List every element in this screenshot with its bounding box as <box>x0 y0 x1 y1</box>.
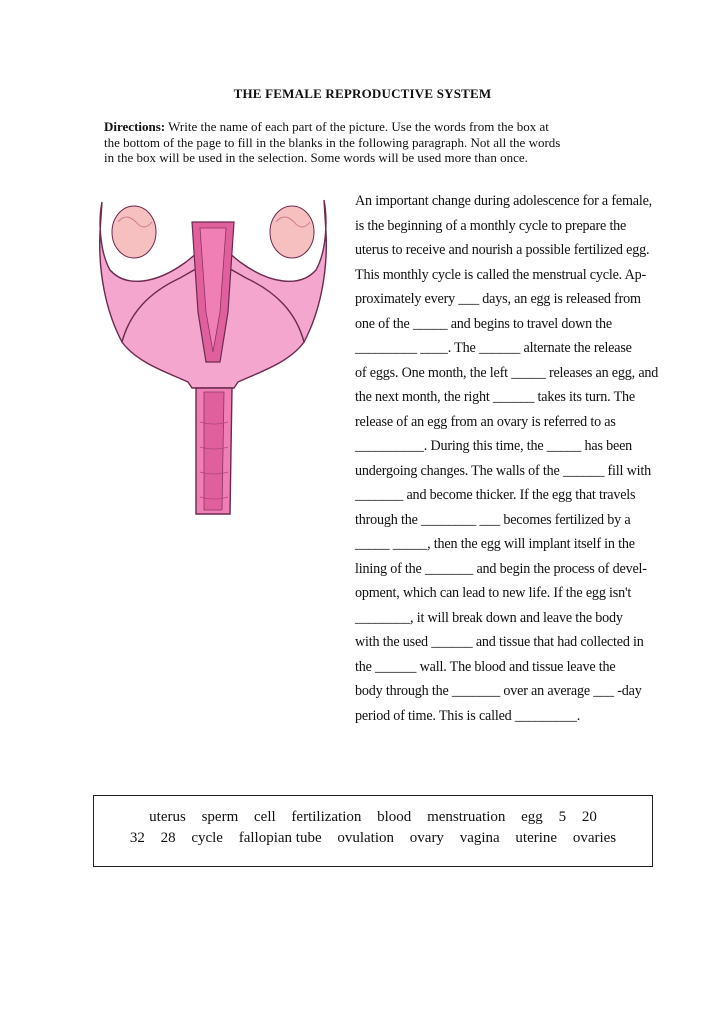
passage-line: proximately every ___ days, an egg is released from <box>355 290 641 307</box>
passage-line: the next month, the right ______ takes its turn. The <box>355 388 635 405</box>
word: ovaries <box>572 830 617 846</box>
passage-line: opment, which can lead to new life. If the egg isn't <box>355 584 632 601</box>
directions-label: Directions: <box>104 119 166 134</box>
passage-line: is the beginning of a monthly cycle to prepare the <box>355 216 627 234</box>
word: sperm <box>201 809 239 825</box>
word: 28 <box>160 830 176 846</box>
directions <box>104 119 624 166</box>
word: 5 <box>558 809 567 825</box>
passage-line: with the used ______ and tissue that had collected in <box>355 633 644 650</box>
passage-line: through the ________ ___ becomes fertilized by a <box>355 510 631 528</box>
passage-line: release of an egg from an ovary is referred to as <box>355 412 616 430</box>
passage-line: An important change during adolescence for a female, <box>355 192 653 209</box>
passage <box>355 189 686 728</box>
passage-line: ________, it will break down and leave the body <box>355 608 623 626</box>
word: uterine <box>515 830 558 846</box>
passage-line: _________ ____. The ______ alternate the release <box>355 339 632 356</box>
passage-line: This monthly cycle is called the menstrual cycle. Ap- <box>355 265 646 283</box>
word: vagina <box>459 830 500 846</box>
page-title: THE FEMALE REPRODUCTIVE SYSTEM <box>233 86 492 101</box>
passage-line: _____ _____, then the egg will implant itself in the <box>355 535 635 552</box>
passage-line: the ______ wall. The blood and tissue leave the <box>355 657 616 675</box>
word-bank <box>93 795 653 867</box>
passage-line: one of the _____ and begins to travel down the <box>355 314 613 332</box>
passage-line: period of time. This is called _________. <box>355 706 581 724</box>
passage-line: body through the _______ over an average ___ -day <box>355 682 642 699</box>
word: fertilization <box>291 809 362 825</box>
passage-line: lining of the _______ and begin the process of devel- <box>355 559 647 577</box>
uterus-illustration <box>96 192 330 520</box>
word: uterus <box>149 809 186 825</box>
word: blood <box>377 809 412 825</box>
word: ovulation <box>337 830 395 846</box>
word: 20 <box>581 809 597 825</box>
word: menstruation <box>427 809 506 825</box>
directions-line-1: Write the name of each part of the picture. Use the words from the box at <box>165 119 549 134</box>
directions-line-2: the bottom of the page to fill in the blanks in the following paragraph. Not all the words <box>104 134 561 150</box>
passage-line: uterus to receive and nourish a possible fertilized egg. <box>355 241 650 258</box>
word: cell <box>254 809 276 825</box>
directions-line-3: in the box will be used in the selection. Some words will be used more than once. <box>104 150 528 165</box>
uterus-diagram <box>96 192 330 520</box>
word: egg <box>521 809 543 825</box>
passage-line: of eggs. One month, the left _____ releases an egg, and <box>355 363 659 381</box>
word: ovary <box>409 830 444 846</box>
word-bank-row-2 <box>94 828 652 849</box>
word: fallopian tube <box>238 830 322 846</box>
word: 32 <box>129 830 145 846</box>
word-bank-row-1 <box>94 807 652 828</box>
passage-line: undergoing changes. The walls of the ______ fill with <box>355 461 652 479</box>
passage-line: _______ and become thicker. If the egg that travels <box>355 486 636 503</box>
word: cycle <box>191 830 223 846</box>
passage-line: __________. During this time, the _____ has been <box>355 437 633 454</box>
